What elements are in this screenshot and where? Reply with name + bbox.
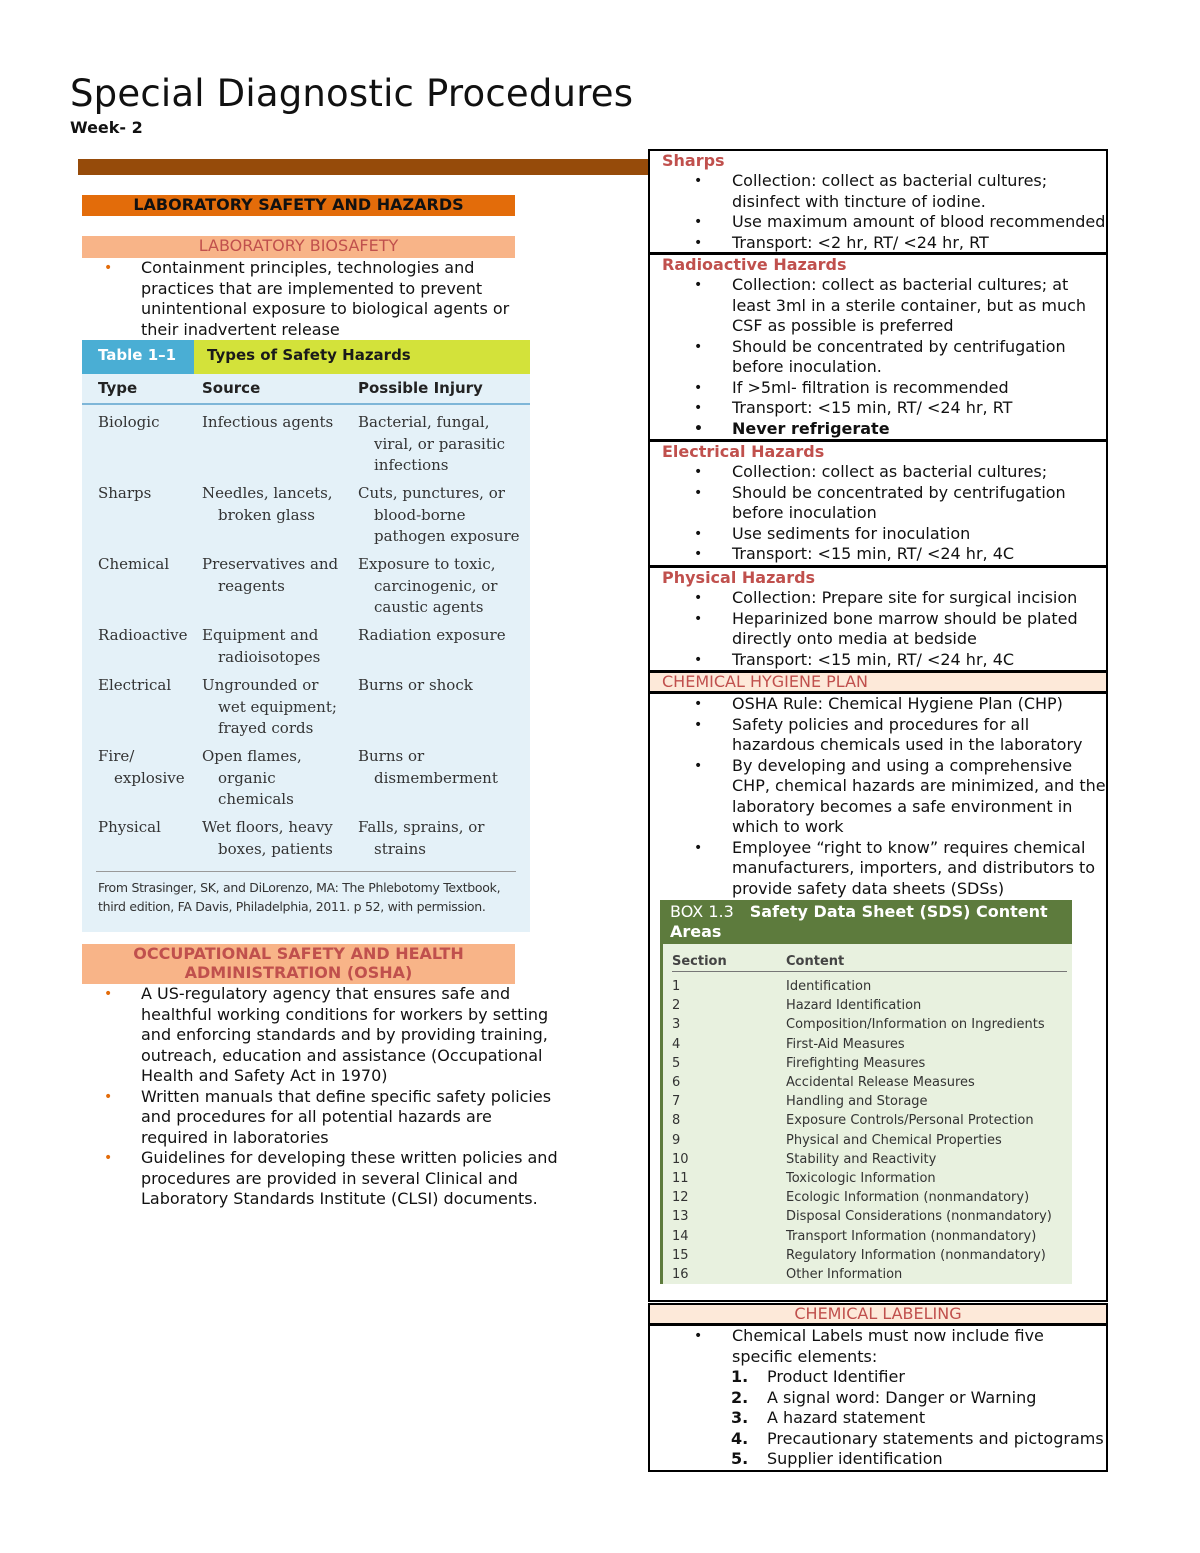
sds-column-section: Section — [672, 954, 727, 969]
table-cell-injury: Radiation exposure — [358, 626, 506, 644]
list-item: • Safety policies and procedures for all hazardous chemicals used in the laboratory — [732, 715, 1106, 756]
table-row: 6 Accidental Release Measures — [672, 1075, 975, 1091]
radioactive-list — [650, 275, 1106, 439]
list-item: 5. Supplier identification — [731, 1449, 943, 1468]
labeling-numbered-list — [650, 1367, 1106, 1470]
list-item: • Collection: collect as bacterial cultures; — [732, 462, 1106, 483]
osha-header: OCCUPATIONAL SAFETY AND HEALTH ADMINISTRATION (OSHA) — [82, 944, 515, 984]
table-cell-type: Physical — [98, 818, 161, 836]
list-item: • Use maximum amount of blood recommended — [732, 212, 1106, 233]
chp-header: CHEMICAL HYGIENE PLAN — [648, 671, 1108, 693]
table-cell-injury: Burns or dismemberment — [358, 747, 498, 787]
table-row: 9 Physical and Chemical Properties — [672, 1132, 1002, 1148]
list-item: • Transport: <15 min, RT/ <24 hr, RT — [732, 398, 1106, 419]
sds-box-label: BOX 1.3 — [670, 902, 734, 921]
list-item: 1. Product Identifier — [731, 1367, 905, 1386]
table-cell-source: Needles, lancets, broken glass — [202, 484, 333, 524]
sds-box-header — [660, 900, 1072, 944]
lab-safety-header: LABORATORY SAFETY AND HAZARDS — [82, 195, 515, 216]
sharps-box — [648, 149, 1108, 254]
list-item: • Transport: <15 min, RT/ <24 hr, 4C — [732, 650, 1106, 671]
table-cell-injury: Falls, sprains, or strains — [358, 818, 485, 858]
list-item: 4. Precautionary statements and pictograms — [731, 1428, 1104, 1448]
sharps-list — [650, 171, 1106, 253]
table-row: 8 Exposure Controls/Personal Protection — [672, 1113, 1034, 1129]
physical-list — [650, 588, 1106, 670]
electrical-box — [648, 440, 1108, 567]
table-header-rule — [82, 403, 530, 405]
table-title: Types of Safety Hazards — [207, 346, 411, 364]
list-item: • Transport: <2 hr, RT/ <24 hr, RT — [732, 233, 1106, 254]
page-title: Special Diagnostic Procedures — [70, 72, 634, 115]
list-item: • Use sediments for inoculation — [732, 524, 1106, 545]
table-cell-source: Open flames, organic chemicals — [202, 747, 302, 808]
biosafety-header: LABORATORY BIOSAFETY — [82, 236, 515, 258]
labeling-box — [648, 1324, 1108, 1472]
physical-title: Physical Hazards — [662, 568, 816, 587]
sds-header-rule — [672, 971, 1067, 972]
osha-list — [141, 984, 561, 1210]
table-cell-injury: Exposure to toxic, carcinogenic, or caustic agents — [358, 555, 498, 616]
table-row: 11 Toxicologic Information — [672, 1171, 936, 1187]
table-cell-injury: Cuts, punctures, or blood-borne pathogen exposure — [358, 484, 520, 545]
table-row: 12 Ecologic Information (nonmandatory) — [672, 1190, 1030, 1206]
sharps-title: Sharps — [662, 151, 725, 170]
list-item: • Employee “right to know” requires chemical manufacturers, importers, and distributors to provide safety data sheets (SDSs) — [732, 838, 1106, 900]
list-item: • Collection: collect as bacterial cultures; at least 3ml in a sterile container, but as much CSF as possible is preferred — [732, 275, 1106, 337]
list-item: • Heparinized bone marrow should be plated directly onto media at bedside — [732, 609, 1106, 650]
table-row: 3 Composition/Information on Ingredients — [672, 1017, 1045, 1033]
electrical-list — [650, 462, 1106, 565]
header-divider-bar — [78, 159, 650, 175]
table-row: 15 Regulatory Information (nonmandatory) — [672, 1247, 1046, 1263]
list-item: • Transport: <15 min, RT/ <24 hr, 4C — [732, 544, 1106, 565]
sds-box-title: Safety Data Sheet (SDS) Content Areas — [670, 902, 1048, 941]
safety-hazards-table — [82, 340, 530, 932]
column-header-type: Type — [98, 379, 138, 397]
table-citation: From Strasinger, SK, and DiLorenzo, MA: The Phlebotomy Textbook, third edition, FA Davis, Philadelphia, 2011. p 52, with permission. — [98, 880, 501, 914]
sds-content-box — [660, 900, 1072, 1284]
column-header-source: Source — [202, 379, 261, 397]
table-cell-source: Wet floors, heavy boxes, patients — [202, 818, 333, 858]
table-header-band — [82, 340, 530, 374]
list-item: • A US-regulatory agency that ensures safe and healthful working conditions for workers by setting and enforcing standards and by providing training, outreach, education and assistance (Occupational Health and Safety Act in 1970) — [141, 984, 561, 1087]
list-item: • Collection: collect as bacterial cultures; disinfect with tincture of iodine. — [732, 171, 1106, 212]
biosafety-list — [141, 258, 551, 340]
table-cell-type: Sharps — [98, 484, 152, 502]
chp-box — [648, 692, 1108, 1302]
chp-list — [650, 694, 1106, 899]
list-item: • Should be concentrated by centrifugation before inoculation. — [732, 337, 1106, 378]
sds-rows — [672, 977, 1067, 1284]
table-cell-type: Biologic — [98, 413, 160, 431]
labeling-header: CHEMICAL LABELING — [648, 1303, 1108, 1325]
list-item: • Chemical Labels must now include five specific elements: — [732, 1326, 1106, 1367]
table-cell-injury: Burns or shock — [358, 676, 473, 694]
table-cell-type: Electrical — [98, 676, 172, 694]
table-row: 10 Stability and Reactivity — [672, 1151, 937, 1167]
list-item: 2. A signal word: Danger or Warning — [731, 1387, 1037, 1407]
table-cell-source: Preservatives and reagents — [202, 555, 339, 595]
radioactive-box — [648, 253, 1108, 441]
table-cell-type: Radioactive — [98, 626, 188, 644]
table-label: Table 1–1 — [98, 346, 177, 364]
table-row: 13 Disposal Considerations (nonmandatory) — [672, 1209, 1052, 1225]
list-item-bold: • Never refrigerate — [732, 419, 1106, 440]
table-row: 7 Handling and Storage — [672, 1094, 928, 1110]
table-row: 2 Hazard Identification — [672, 998, 922, 1014]
list-item: 3. A hazard statement — [731, 1408, 926, 1427]
electrical-title: Electrical Hazards — [662, 442, 825, 461]
table-cell-type: Chemical — [98, 555, 170, 573]
table-row: 16 Other Information — [672, 1267, 903, 1283]
sds-column-content: Content — [786, 954, 845, 969]
table-cell-source: Ungrounded or wet equipment; frayed cords — [202, 676, 337, 737]
list-item: • OSHA Rule: Chemical Hygiene Plan (CHP) — [732, 694, 1106, 715]
list-item: • Should be concentrated by centrifugation before inoculation — [732, 483, 1106, 524]
sds-box-border — [660, 944, 663, 1284]
list-item: • By developing and using a comprehensive CHP, chemical hazards are minimized, and the laboratory becomes a safe environment in which to work — [732, 756, 1106, 838]
table-row: 4 First-Aid Measures — [672, 1036, 905, 1052]
list-item: • Collection: Prepare site for surgical incision — [732, 588, 1106, 609]
table-cell-type: Fire/ explosive — [98, 747, 185, 787]
table-row: 14 Transport Information (nonmandatory) — [672, 1228, 1037, 1244]
week-label: Week- 2 — [70, 118, 143, 137]
list-item: • Guidelines for developing these written policies and procedures are provided in several Clinical and Laboratory Standards Institute (CLSI) documents. — [141, 1148, 561, 1210]
table-row: 5 Firefighting Measures — [672, 1055, 926, 1071]
physical-box — [648, 566, 1108, 672]
column-header-injury: Possible Injury — [358, 379, 483, 397]
table-cell-source: Infectious agents — [202, 413, 334, 431]
table-cell-source: Equipment and radioisotopes — [202, 626, 321, 666]
labeling-intro-list — [650, 1326, 1106, 1367]
table-footer-rule — [96, 871, 516, 872]
list-item: • If >5ml- filtration is recommended — [732, 378, 1106, 399]
list-item: • Written manuals that define specific safety policies and procedures for all potential hazards are required in laboratories — [141, 1087, 561, 1149]
table-row: 1 Identification — [672, 979, 872, 994]
list-item: • Containment principles, technologies and practices that are implemented to prevent unintentional exposure to biological agents or their inadvertent release — [141, 258, 551, 340]
radioactive-title: Radioactive Hazards — [662, 255, 847, 274]
table-cell-injury: Bacterial, fungal, viral, or parasitic infections — [358, 413, 506, 474]
